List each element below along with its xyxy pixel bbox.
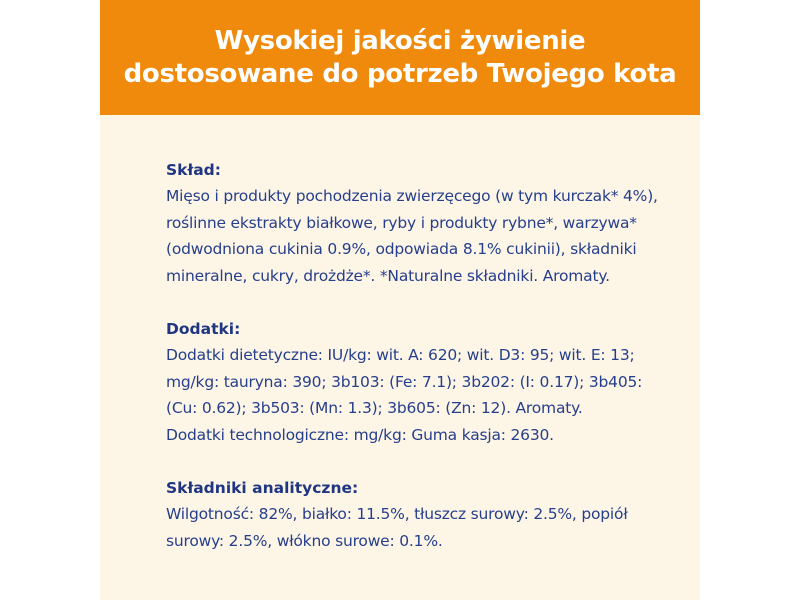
section-heading: Skład: xyxy=(166,161,221,179)
section-line: (odwodniona cukinia 0.9%, odpowiada 8.1% cukinii), składniki xyxy=(166,240,637,258)
section-composition xyxy=(166,157,686,289)
section-line: Dodatki technologiczne: mg/kg: Guma kasja: 2630. xyxy=(166,425,554,444)
section-heading: Składniki analityczne: xyxy=(166,479,359,497)
section-line: roślinne ekstrakty białkowe, ryby i produkty rybne*, warzywa* xyxy=(166,213,637,232)
section-line: Dodatki dietetyczne: IU/kg: wit. A: 620; wit. D3: 95; wit. E: 13; xyxy=(166,346,635,364)
section-additives xyxy=(166,316,686,448)
section-line: Wilgotność: 82%, białko: 11.5%, tłuszcz surowy: 2.5%, popiół xyxy=(166,505,628,523)
section-analytical xyxy=(166,475,686,554)
header-banner xyxy=(100,0,700,115)
composition-content xyxy=(166,157,686,554)
title-line: Wysokiej jakości żywienie xyxy=(214,25,586,56)
section-line: surowy: 2.5%, włókno surowe: 0.1%. xyxy=(166,531,443,550)
section-line: mg/kg: tauryna: 390; 3b103: (Fe: 7.1); 3b202: (I: 0.17); 3b405: xyxy=(166,372,643,391)
section-line: Mięso i produkty pochodzenia zwierzęcego (w tym kurczak* 4%), xyxy=(166,187,658,205)
product-info-card xyxy=(100,0,700,600)
section-heading: Dodatki: xyxy=(166,320,241,338)
section-line: mineralne, cukry, drożdże*. *Naturalne składniki. Aromaty. xyxy=(166,266,610,285)
section-line: (Cu: 0.62); 3b503: (Mn: 1.3); 3b605: (Zn: 12). Aromaty. xyxy=(166,399,583,417)
title-line: dostosowane do potrzeb Twojego kota xyxy=(123,58,677,89)
page-title xyxy=(124,25,677,91)
